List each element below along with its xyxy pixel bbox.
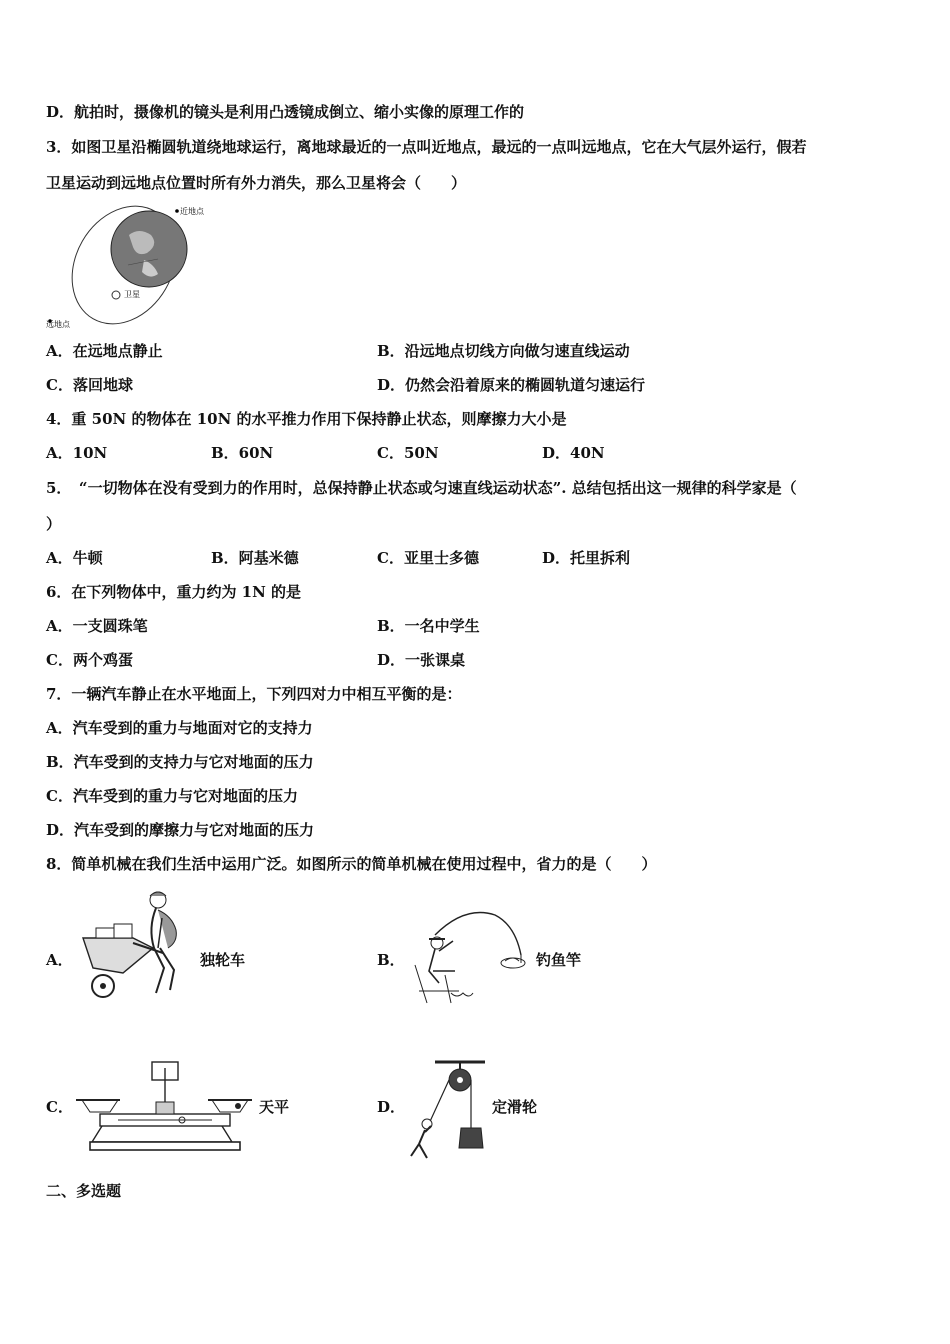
satellite-label: 卫星: [124, 290, 140, 299]
q3-stem-line1: 3．如图卫星沿椭圆轨道绕地球运行，离地球最近的一点叫近地点，最远的一点叫远地点，它在大气层外运行，假若: [46, 138, 807, 156]
q3-stem-line2: 卫星运动到远地点位置时所有外力消失，那么卫星将会（ ）: [46, 174, 467, 192]
q4-option-c[interactable]: C．50N: [377, 444, 439, 462]
q5-option-c[interactable]: C．亚里士多德: [377, 549, 479, 567]
q3-option-c[interactable]: C．落回地球: [46, 376, 133, 394]
q7-option-a[interactable]: A．汽车受到的重力与地面对它的支持力: [46, 719, 313, 737]
section-title: 二、多选题: [46, 1182, 122, 1200]
q5-option-d[interactable]: D．托里拆利: [542, 549, 631, 567]
q4-option-b[interactable]: B．60N: [211, 444, 274, 462]
q8-option-d-letter[interactable]: D．: [377, 1098, 406, 1116]
q6-option-d[interactable]: D．一张课桌: [377, 651, 466, 669]
satellite-orbit-figure: [44, 205, 204, 330]
fishing-rod-figure: [405, 905, 530, 1005]
q5-stem-line2: ）: [46, 515, 62, 533]
q3-option-b[interactable]: B．沿远地点切线方向做匀速直线运动: [377, 342, 630, 360]
q3-option-d[interactable]: D．仍然会沿着原来的椭圆轨道匀速运行: [377, 376, 646, 394]
q3-option-a[interactable]: A．在远地点静止: [46, 342, 163, 360]
fixed-pulley-figure: [405, 1058, 490, 1164]
q8-option-d-caption: 定滑轮: [492, 1098, 538, 1116]
q6-option-a[interactable]: A．一支圆珠笔: [46, 617, 148, 635]
q5-option-a[interactable]: A．牛顿: [46, 549, 103, 567]
q7-stem: 7．一辆汽车静止在水平地面上，下列四对力中相互平衡的是：: [46, 685, 462, 703]
q8-option-c-letter[interactable]: C．: [46, 1098, 73, 1116]
q5-option-b[interactable]: B．阿基米德: [211, 549, 299, 567]
q8-option-a-caption: 独轮车: [200, 951, 246, 969]
q6-stem: 6．在下列物体中，重力约为 1N 的是: [46, 583, 302, 601]
balance-scale-figure: [72, 1058, 257, 1154]
q8-option-c-caption: 天平: [259, 1098, 290, 1116]
far-point-label: 远地点: [46, 320, 70, 329]
q7-option-c[interactable]: C．汽车受到的重力与它对地面的压力: [46, 787, 298, 805]
q7-option-b[interactable]: B．汽车受到的支持力与它对地面的压力: [46, 753, 314, 771]
q8-stem: 8．简单机械在我们生活中运用广泛。如图所示的简单机械在使用过程中，省力的是（ ）: [46, 855, 657, 873]
q2-option-d: D．航拍时，摄像机的镜头是利用凸透镜成倒立、缩小实像的原理工作的: [46, 103, 525, 121]
q8-option-a-letter[interactable]: A．: [46, 951, 73, 969]
q5-stem-line1: 5． “一切物体在没有受到力的作用时，总保持静止状态或匀速直线运动状态”. 总结包括出这一规律的科学家是（: [46, 479, 797, 497]
q6-option-b[interactable]: B．一名中学生: [377, 617, 480, 635]
wheelbarrow-figure: [78, 888, 193, 1003]
q7-option-d[interactable]: D．汽车受到的摩擦力与它对地面的压力: [46, 821, 315, 839]
q8-option-b-caption: 钓鱼竿: [536, 951, 582, 969]
q4-stem: 4．重 50N 的物体在 10N 的水平推力作用下保持静止状态，则摩擦力大小是: [46, 410, 567, 428]
q6-option-c[interactable]: C．两个鸡蛋: [46, 651, 133, 669]
q4-option-a[interactable]: A．10N: [46, 444, 108, 462]
near-point-label: 近地点: [180, 207, 204, 216]
q4-option-d[interactable]: D．40N: [542, 444, 605, 462]
q8-option-b-letter[interactable]: B．: [377, 951, 405, 969]
